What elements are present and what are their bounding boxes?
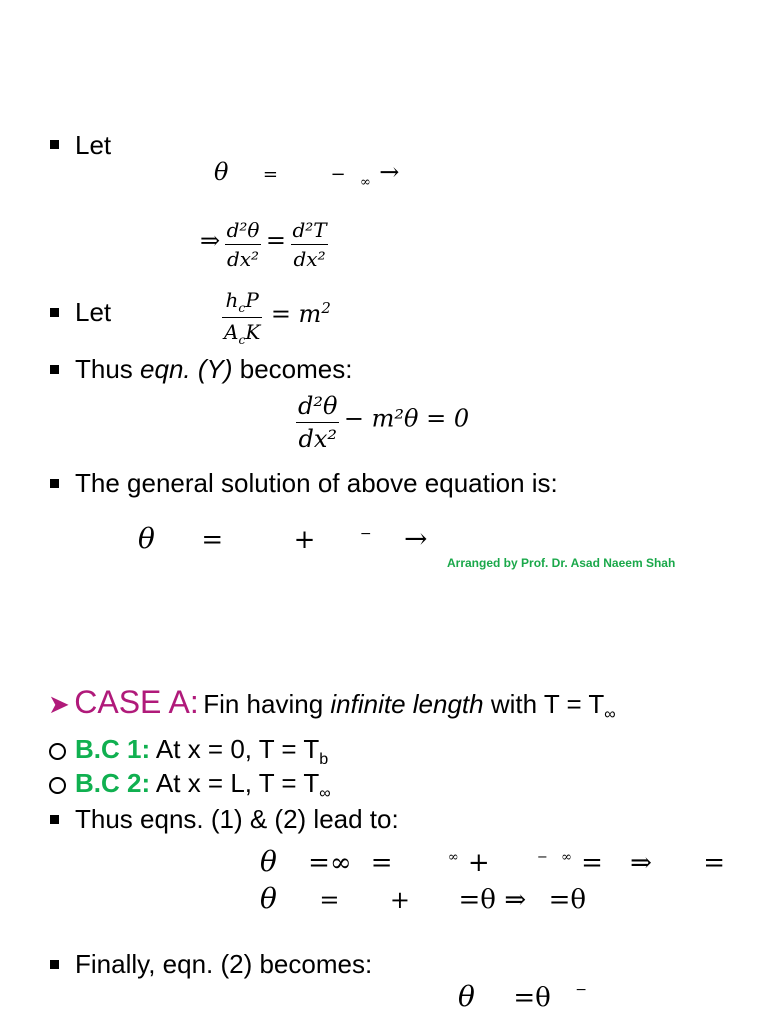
equation-m-squared (222, 288, 331, 347)
equals-theta: =θ (458, 885, 496, 915)
equation-theta-definition (214, 158, 400, 190)
bullet-marker (50, 960, 59, 969)
equals-sign: = (262, 164, 278, 185)
fraction-denominator: dx² (296, 422, 339, 453)
bullet-marker (50, 815, 59, 824)
bullet-marker (50, 365, 59, 374)
fraction-left (225, 218, 262, 271)
boundary-condition-1: B.C 1: At x = 0, $T = T_b$ (75, 734, 329, 769)
implies-symbol: ⇒ (630, 848, 652, 878)
theta-symbol: θ (458, 980, 475, 1013)
bullet-general-solution: The general solution of above equation is: (75, 468, 558, 498)
fraction-numerator: $h_cP$ (225, 288, 259, 315)
bullet-finally: Finally, eqn. (2) becomes: (75, 949, 373, 979)
equals-sign: = (201, 525, 224, 555)
equation-rhs: = $m^2$ (270, 298, 331, 328)
equation-general-solution (138, 522, 427, 555)
fraction-denominator: dx² (291, 244, 327, 271)
equals-sign: = (581, 848, 603, 878)
plus-sign: + (467, 848, 490, 878)
case-a-heading (48, 684, 616, 729)
equals-sign: = (265, 226, 286, 255)
fraction-numerator: d²θ (226, 218, 260, 242)
fraction-hcp-ack (222, 288, 262, 347)
plus-sign: + (389, 886, 410, 914)
fraction-numerator: d²T (292, 218, 327, 242)
equation-second-derivative (200, 218, 329, 271)
infinity-symbol: ∞ (561, 850, 572, 865)
circle-bullet-icon (49, 743, 66, 760)
bullet-thus-eqn-y: Thus eqn. (Y) becomes: (75, 354, 353, 384)
theta-symbol: θ (138, 522, 155, 555)
implies-symbol: ⇒ (200, 226, 221, 255)
infinity-symbol: ∞ (360, 175, 371, 190)
arrow-icon: → (404, 522, 428, 555)
theta-symbol: θ (260, 882, 277, 915)
equals-sign: = (370, 848, 393, 878)
theta-symbol: θ (214, 158, 229, 186)
triangle-bullet-icon: ➤ (48, 689, 70, 719)
minus-sign: − (359, 526, 372, 542)
bullet-let-1: Let (75, 130, 112, 160)
equals-theta: =θ (513, 983, 551, 1013)
equation-rest: − m²θ = 0 (343, 404, 470, 433)
minus-sign: − (575, 982, 587, 998)
equation-bc-infinity (260, 845, 725, 878)
equals-sign: = (319, 886, 340, 914)
equals-theta: =θ (548, 885, 587, 915)
minus-sign: − (536, 850, 548, 865)
equals-infinity: =∞ (308, 848, 352, 878)
equals-sign: = (703, 848, 725, 878)
theta-symbol: θ (260, 845, 277, 878)
author-credit: Arranged by Prof. Dr. Asad Naeem Shah (447, 556, 676, 570)
fraction-denominator: dx² (225, 244, 261, 271)
fraction-right (290, 218, 328, 271)
bullet-marker (50, 140, 59, 149)
equation-bc-zero (260, 882, 586, 915)
implies-symbol: ⇒ (504, 885, 527, 915)
boundary-condition-2: B.C 2: At x = L, $T = T_\infty$ (75, 768, 331, 803)
fraction-d2theta-dx2 (296, 392, 339, 453)
fraction-denominator: $A_cK$ (222, 317, 262, 347)
case-text: Fin having infinite length with $T = T_\infty$ (203, 689, 616, 724)
bullet-marker (50, 308, 59, 317)
infinity-symbol: ∞ (447, 850, 459, 865)
minus-sign: − (330, 164, 346, 185)
case-label: CASE A: (74, 684, 199, 720)
fraction-numerator: d²θ (298, 392, 338, 420)
bullet-marker (50, 479, 59, 488)
bullet-let-2: Let (75, 297, 112, 327)
circle-bullet-icon (49, 777, 66, 794)
plus-sign: + (293, 525, 316, 555)
equation-final (458, 980, 587, 1013)
equation-differential (296, 392, 469, 453)
arrow-icon: → (379, 158, 400, 186)
bullet-thus-eqns: Thus eqns. (1) & (2) lead to: (75, 804, 399, 834)
